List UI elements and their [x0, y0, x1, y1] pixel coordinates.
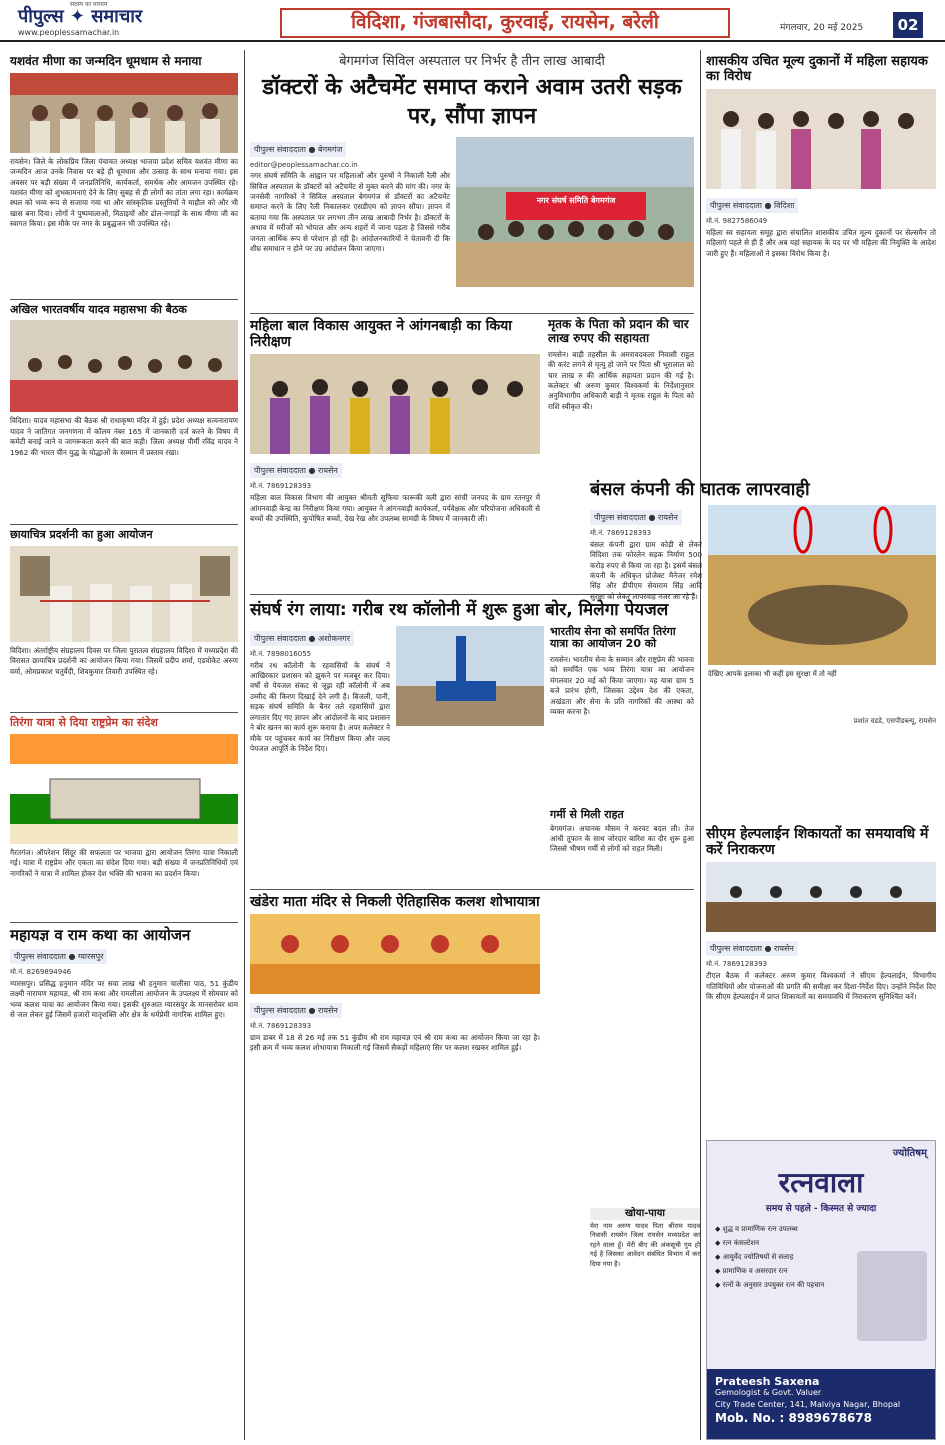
masthead	[0, 0, 945, 42]
article-body: नगर संघर्ष समिति के आह्वान पर महिलाओं और पुरुषों ने निकाली रैली और सिविल अस्पताल के डॉक्टरों को अटैचमेंट से मुक्त करने की मांग की। नगर के जनसेवी नागरिकों ने सिविल अस्पताल बेगमगंज से डॉक्टरों का अटैचमेंट समाप्त करने के लिए रैली निकालकर एसडीएम को ज्ञापन सौंपा। ज्ञापन में बताया गया कि अस्पताल पर लगभग तीन लाख आबादी निर्भर है। डॉक्टरों के अभाव में मरीजों को भोपाल और अन्य शहरों में जाना पड़ता है जिससे गरीब जनता आर्थिक रूप से परेशान हो रही है। आंदोलनकारियों ने चेतावनी दी कि शीघ्र समाधान न होने पर उग्र आंदोलन किया जाएगा।	[250, 171, 450, 253]
byline: पीपुल्स संवाददाता ● रायसेन	[706, 941, 798, 956]
article-body: रायसेन। भारतीय सेना के सम्मान और राष्ट्रप्रेम की भावना को समर्पित एक भव्य तिरंगा यात्रा का आयोजन मंगलवार 20 मई को किया जाएगा। यह यात्रा ग्राम 5 बजे प्रारंभ होगी, जिसका उद्देश्य देश की एकता, अखंडता और सेना के प्रति नागरिकों की आस्था को व्यक्त करना है।	[550, 654, 694, 716]
byline: पीपुल्स संवाददाता ● विदिशा	[706, 198, 798, 213]
ad-title: रत्नवाला	[778, 1166, 864, 1199]
ad-slogan: समय से पहले - किस्मत से ज्यादा	[765, 1204, 877, 1214]
article-body: ग्यारसपुर। प्रसिद्ध हनुमान मंदिर पर सवा लाख श्री हनुमान चालीसा पाठ, 51 कुंडीय लक्ष्मी नारायण महायज्ञ, श्री राम कथा और रामलीला आयोजन के उपलक्ष्य में सोमवार को भव्य कलश यात्रा का आयोजन किया गया। इसकी शुरुआत ग्यारसपुर के मानसरोवर धाम से जल लेकर हुई जिसमें हजारों मातृशक्ति और क्षेत्र के धर्मप्रेमी नागरिक शामिल हुए।	[10, 978, 238, 1020]
article-headline: मृतक के पिता को प्रदान की चार लाख रुपए की सहायता	[548, 317, 689, 345]
article-body: ग्राम डाबर में 18 से 26 मई तक 51 कुंडीय श्री राम महायज्ञ एवं श्री राम कथा का आयोजन किया जा रहा है। इसी क्रम में भव्य कलश शोभायात्रा निकाली गई जिसमें सैकड़ों महिलाएं सिर पर कलश रखकर शामिल हुईं।	[250, 1032, 540, 1053]
article-body: टीएल बैठक में कलेक्टर अरुण कुमार विश्वकर्मा ने सीएम हेल्पलाईन, विभागीय गतिविधियों और योजनाओं की प्रगति की समीक्षा कर दिशा-निर्देश दिए। उन्होंने निर्देश दिए कि सीएम हेल्पलाईन में प्राप्त शिकायतों का समयावधि में निराकरण सुनिश्चित करें।	[706, 971, 936, 1001]
ad-mobile[interactable]: Mob. No. : 8989678678	[715, 1411, 873, 1425]
byline: पीपुल्स संवाददाता ● बेगमगंज	[250, 142, 346, 157]
divider	[10, 299, 238, 300]
signature: प्रशांत वडडे, एसपीडब्ल्यू, रायसेन	[853, 716, 936, 725]
article-headline: भारतीय सेना को समर्पित तिरंगा यात्रा का आयोजन 20 को	[550, 624, 676, 651]
article-body: विदिशा। अंतर्राष्ट्रीय संग्रहालय दिवस पर जिला पुरातत्व संग्रहालय विदिशा में मध्यप्रदेश की विरासत छायाचित्र प्रदर्शनी का आयोजन किया गया। जिसमें प्रदीप शर्मा, एडवोकेट अरुण वर्मा, ओमप्रकाश चतुर्वेदी, शिवकुमार तिवारी उपस्थित रहे।	[10, 646, 238, 676]
ad-person-photo	[857, 1251, 927, 1341]
byline: पीपुल्स संवाददाता ● रायसेन	[590, 510, 682, 525]
page-number: 02	[893, 12, 923, 38]
meeting-hall-photo	[706, 862, 936, 932]
lost-found	[590, 1208, 700, 1422]
article-headline: संघर्ष रंग लाया: गरीब रथ कॉलोनी में शुरू हुआ बोर, मिलेगा पेयजल	[250, 599, 669, 620]
mobile-number: मो.नं. 8269894946	[10, 967, 72, 976]
article-body: महिला स्व सहायता समूह द्वारा संचालित शासकीय उचित मूल्य दुकानों पर सेल्समैन तो महिलाएं पहले से ही हैं और अब यहां सहायक के पद पर भी महिला की नियुक्ति के आदेश जारी हुए हैं। महिलाओं ने इसका विरोध किया है।	[706, 227, 936, 258]
lost-found-title: खोया-पाया	[590, 1208, 700, 1220]
article-headline: यशवंत मीणा का जन्मदिन धूमधाम से मनाया	[10, 54, 202, 68]
article-headline: सीएम हेल्पलाईन शिकायतों का समयावधि में करें निराकरण	[706, 826, 929, 859]
divider	[250, 889, 694, 890]
website-url[interactable]: www.peoplessamachar.in	[18, 28, 120, 37]
ad-role: Gemologist & Govt. Valuer	[715, 1388, 822, 1397]
photo-caption: देखिए आपके इलाका भी कहीं इस सुरक्षा में तो नहीं	[708, 669, 837, 678]
kalash-story	[250, 894, 540, 1093]
helpline-story	[706, 826, 936, 1119]
ad-feature-item: ◆ रत्न कंसल्टेशन	[715, 1239, 760, 1247]
anganwadi-story	[250, 318, 540, 590]
edition-regions: विदिशा, गंजबासौदा, कुरवाई, रायसेन, बरेली	[280, 8, 730, 38]
bansal-story	[590, 480, 936, 840]
birthday-photo	[10, 73, 238, 153]
article-body: गैरतगंज। ऑपरेशन सिंदूर की सफलता पर भाजपा द्वारा आयोजन तिरंगा यात्रा निकाली गई। यात्रा में राष्ट्रप्रेम और एकता का संदेश दिया गया। बड़ी संख्या में जनप्रतिनिधियों एवं नागरिकों ने यात्रा में शामिल होकर देश भक्ति की भावना का प्रदर्शन किया।	[10, 847, 238, 878]
mobile-number: मो.नं. 7869128393	[706, 960, 768, 969]
rally-banner: नगर संघर्ष समिति बेगमगंज	[536, 196, 616, 206]
byline: पीपुल्स संवाददाता ● रायसेन	[250, 1003, 342, 1018]
mobile-number: मो.नं. 7898016055	[250, 649, 312, 658]
ad-feature-item: ◆ शुद्ध व प्रामाणिक रत्न उपलब्ध	[715, 1225, 798, 1233]
newspaper-logo: पीपुल्स ✦ समाचार	[18, 6, 143, 27]
rally-photo	[456, 137, 694, 287]
divider	[10, 922, 238, 923]
article-body: महिला बाल विकास विभाग की आयुक्त श्रीमती सूफिया फारूकी वली द्वारा सांची जनपद के ग्राम रतनपुर में आंगनवाड़ी केन्द्र का निरीक्षण किया गया। आयुक्त ने आंगनवाड़ी कार्यकर्ता, पर्यवेक्षक और परियोजना अधिकारी से बच्चों की उपस्थिति, कुपोषित बच्चों, देख रेख और उपलब्ध सामग्री के विषय में जानकारी ली।	[250, 493, 540, 524]
article-body: रायसेन। बाड़ी तहसील के अमरावदकला निवासी राहुल की करंट लगने से मृत्यु हो जाने पर पिता श्री भूरालाल को चार लाख रु की आर्थिक सहायता प्रदान की गई है। कलेक्टर श्री अरुण कुमार विश्वकर्मा के निर्देशानुसार अनुविभागीय अधिकारी बाड़ी ने मृतक राहुल के पिता को राशि स्वीकृत की।	[548, 349, 694, 411]
ratnawala-ad[interactable]	[706, 1140, 936, 1440]
byline: पीपुल्स संवाददाता ● ग्यारसपुर	[10, 949, 107, 964]
article-body: बेगमगंज। अचानक मौसम ने करवट बदल ली। तेज आंधी तूफान के साथ जोरदार बारिश का दौर शुरू हुआ जिससे भीषण गर्मी से लोगों को राहत मिली।	[550, 823, 694, 854]
article-headline: गर्मी से मिली राहत	[550, 807, 624, 821]
lead-headline: डॉक्टरों के अटैचमेंट समाप्त कराने अवाम उतरी सड़क पर, सौंपा ज्ञापन	[262, 74, 682, 129]
pit-photo	[708, 505, 936, 665]
article-kicker: बेगमगंज सिविल अस्पताल पर निर्भर है तीन लाख आबादी	[339, 54, 605, 69]
exhibition-photo	[10, 546, 238, 642]
mobile-number: मो.नं. 7869128393	[250, 482, 312, 491]
column-rule	[244, 50, 245, 1440]
article-body: गरीब रथ कॉलोनी के रहवासियों के संघर्ष ने आखिरकार प्रशासन को झुकने पर मजबूर कर दिया। वर्षों से पेयजल संकट से जूझ रही कॉलोनी में अब उम्मीद की किरण दिखाई देने लगी है। बिजली, पानी, सड़क संघर्ष समिति के बैनर तले रहवासियों द्वारा लगातार दिए गए ज्ञापन और आंदोलनों के बाद प्रशासन ने बोर खनन का कार्य शुरू कराया है। अपर कलेक्टर ने मौके पर पहुंचकर कार्य का निरीक्षण किया और जल्द पेयजल आपूर्ति के निर्देश दिए।	[250, 660, 390, 753]
inspection-photo	[250, 354, 540, 454]
right-column	[706, 55, 936, 348]
article-headline: खंडेरा माता मंदिर से निकली ऐतिहासिक कलश शोभायात्रा	[250, 893, 540, 910]
ad-tag: ज्योतिषम्	[892, 1148, 927, 1159]
article-headline: महिला बाल विकास आयुक्त ने आंगनबाड़ी का किया निरीक्षण	[250, 318, 512, 351]
left-column	[10, 55, 238, 1129]
lead-story	[250, 137, 694, 309]
divider	[10, 712, 238, 713]
ad-feature-item: ◆ प्रामाणिक व असरदार रत्न	[715, 1267, 788, 1275]
logo-tagline: सदस्य का माध्यम	[70, 1, 108, 8]
mobile-number: मो.नं. 9827586049	[706, 216, 768, 225]
byline: पीपुल्स संवाददाता ● रायसेन	[250, 463, 342, 478]
mobile-number: मो.नं. 7869128393	[250, 1021, 312, 1030]
ad-feature-item: ◆ आयुर्वेद ज्योतिषयों से सलाह	[715, 1253, 794, 1261]
ad-address: City Trade Center, 141, Malviya Nagar, Bhopal	[715, 1400, 901, 1409]
ad-features	[715, 1222, 845, 1292]
kalash-photo	[250, 914, 540, 994]
mobile-number: मो.नं. 7869128393	[590, 528, 652, 537]
article-headline: छायाचित्र प्रदर्शनी का हुआ आयोजन	[10, 528, 153, 542]
divider	[250, 313, 694, 314]
byline: पीपुल्स संवाददाता ● अशोकनगर	[250, 631, 354, 646]
article-headline: महायज्ञ व राम कथा का आयोजन	[10, 925, 191, 944]
article-body: विदिशा। यादव महासभा की बैठक श्री राधाकृष्ण मंदिर में हुई। प्रदेश अध्यक्ष सत्यनारायण यादव ने जातिगत जनगणना में कॉलम नंबर 165 में जानकारी दर्ज करने के विषय में कमेटी बनाई जाने व जागरूकता करने की बात कही। जिला अध्यक्ष पीर्मी रविंद्र यादव ने 1962 की भारत चीन युद्ध के योद्धाओं के सम्मान में प्रस्ताव रखा।	[10, 416, 238, 457]
meeting-photo	[10, 320, 238, 412]
article-body: बंसल कंपनी द्वारा ग्राम कोड़ी से लेकर विदिशा तक फोरलेन सड़क निर्माण 500 करोड़ रुपए से किया जा रहा है। इसमें बंसल कंपनी के अधिकृत प्रोजेक्ट मैनेजर रमेश सिंह और डीपीएम सेवाराम सिंह आदि सुरक्षा को लेकर लापरवाह नजर आ रहे हैं।	[590, 539, 702, 601]
article-headline: अखिल भारतवर्षीय यादव महासभा की बैठक	[10, 302, 187, 316]
issue-date: मंगलवार, 20 मई 2025	[780, 23, 864, 33]
article-headline: तिरंगा यात्रा से दिया राष्ट्रप्रेम का संदेश	[10, 716, 158, 730]
article-body: रायसेन। जिले के लोकप्रिय जिला पंचायत अध्यक्ष भाजपा प्रदेश सचिव यशवंत मीणा का जन्मदिन आज उनके निवास पर बड़े ही धूमधाम और उत्साह के साथ मनाया गया। इस अवसर पर बड़ी संख्या में जनप्रतिनिधि, कार्यकर्ता, समर्थक और आमजन उपस्थित रहे। यशवंत मीणा को शुभकामनाएं देने के लिए सुबह से ही लोगों का तांता लगा रहा। कार्यक्रम स्थल को भव्य रूप से सजाया गया था और सांस्कृतिक प्रस्तुतियों ने माहौल को और भी खास बना दिया। लोगों ने पुष्पमालाओं, मिठाइयों और ढोल-नगाड़ों के साथ मीणा जी का स्वागत किया। इस मौके पर नगर के प्रबुद्धजन भी उपस्थित रहे।	[10, 156, 238, 229]
ad-footer	[707, 1369, 935, 1439]
article-headline: बंसल कंपनी की घातक लापरवाही	[590, 479, 810, 500]
divider	[10, 524, 238, 525]
ad-name: Prateesh Saxena	[715, 1375, 820, 1388]
email[interactable]: editor@peoplessamachar.co.in	[250, 161, 358, 170]
ad-feature-item: ◆ रत्नों के अनुसार उपयुक्त रत्न की पहचान	[715, 1281, 825, 1289]
lost-found-text: मेरा नाम अरुण यादव पिता श्रीराम यादव निवासी रायसेन जिला रायसेन मध्यप्रदेश का रहने वाला हूँ। मेरी बीए की अंकसूची गुम हो गई है जिसका आवेदन संबंधित विभाग में कर दिया गया है।	[590, 1221, 700, 1268]
protest-photo	[706, 89, 936, 189]
tiranga-yatra-photo	[10, 734, 238, 844]
article-headline: शासकीय उचित मूल्य दुकानों में महिला सहायक का विरोध	[706, 54, 928, 84]
borewell-photo	[396, 626, 544, 726]
